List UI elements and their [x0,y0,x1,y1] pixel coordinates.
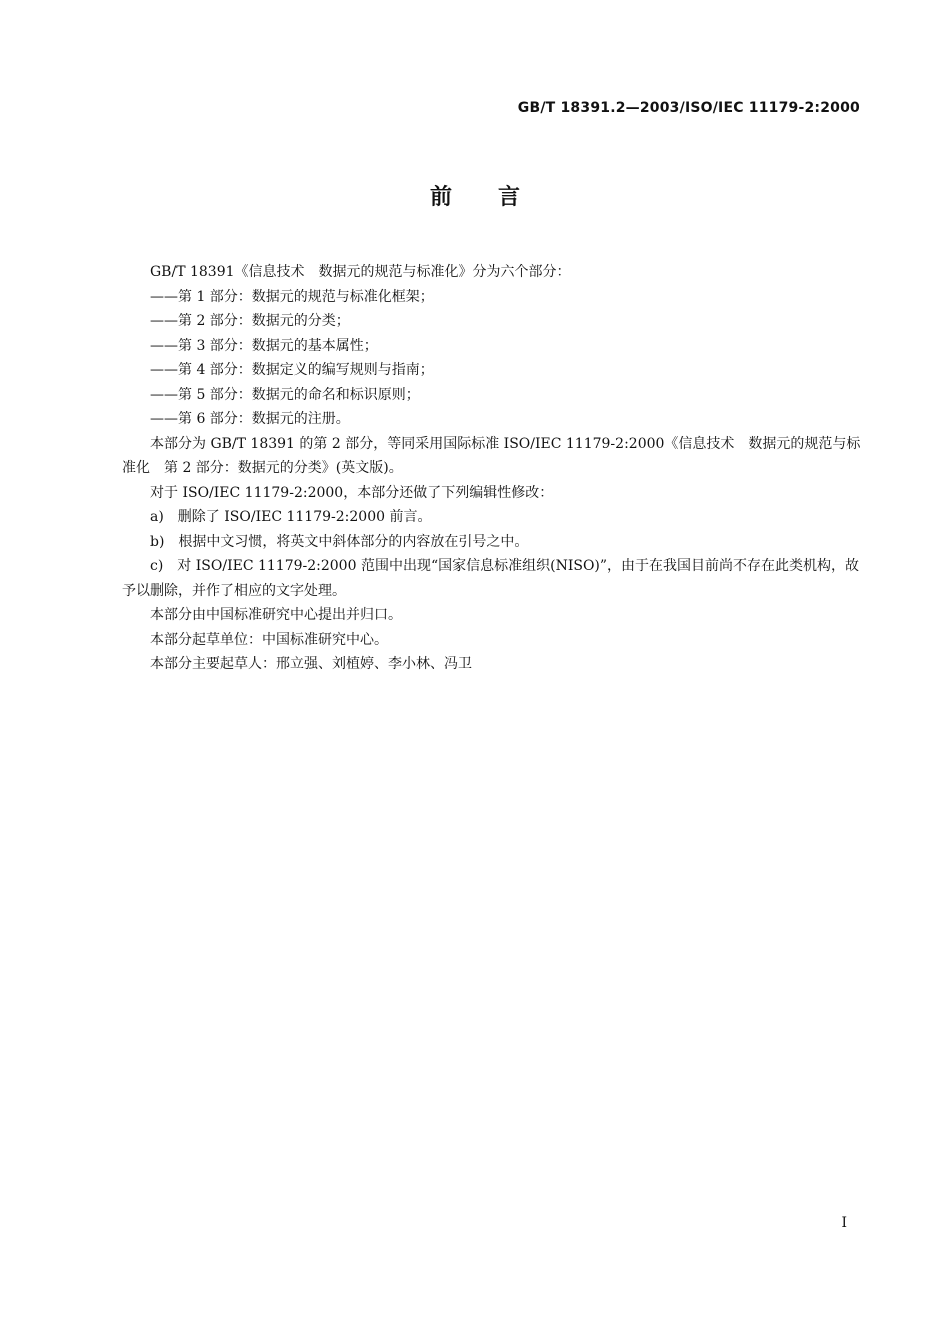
list-item-part1: ——第 1 部分：数据元的规范与标准化框架； [150,288,434,305]
paragraph-modifications: 对于 ISO/IEC 11179-2:2000，本部分还做了下列编辑性修改： [150,484,554,501]
list-item-part6: ——第 6 部分：数据元的注册。 [150,411,350,427]
list-item-part5: ——第 5 部分：数据元的命名和标识原则； [150,386,420,403]
modification-c: c) 对 ISO/IEC 11179-2:2000 范围中出现“国家信息标准组织(NISO)”，由于在我国目前尚不存在此类机构，故予以删除，并作了相应的文字处理。 [122,558,860,599]
list-item-part3: ——第 3 部分：数据元的基本属性； [150,337,378,354]
list-item-part2: ——第 2 部分：数据元的分类； [150,313,350,329]
paragraph-intro: GB/T 18391《信息技术 数据元的规范与标准化》分为六个部分： [150,264,571,280]
modification-a: a) 删除了 ISO/IEC 11179-2:2000 前言。 [150,509,432,525]
standard-code: GB/T 18391.2—2003/ISO/IEC 11179-2:2000 [517,100,860,116]
foreword-body [122,260,862,677]
paragraph-drafting-unit: 本部分起草单位：中国标准研究中心。 [150,631,388,648]
page-title: 前言 [429,185,566,210]
paragraph-adoption: 本部分为 GB/T 18391 的第 2 部分，等同采用国际标准 ISO/IEC 11179-2:2000《信息技术 数据元的规范与标准化 第 2 部分：数据元的分类》(英文版)。 [122,435,861,476]
list-item-part4: ——第 4 部分：数据定义的编写规则与指南； [150,362,434,378]
paragraph-drafters: 本部分主要起草人：邢立强、刘植婷、李小林、冯卫 [150,656,472,672]
paragraph-proposer: 本部分由中国标准研究中心提出并归口。 [150,607,402,623]
modification-b: b) 根据中文习惯，将英文中斜体部分的内容放在引号之中。 [150,533,529,550]
page-number: I [841,1215,847,1231]
